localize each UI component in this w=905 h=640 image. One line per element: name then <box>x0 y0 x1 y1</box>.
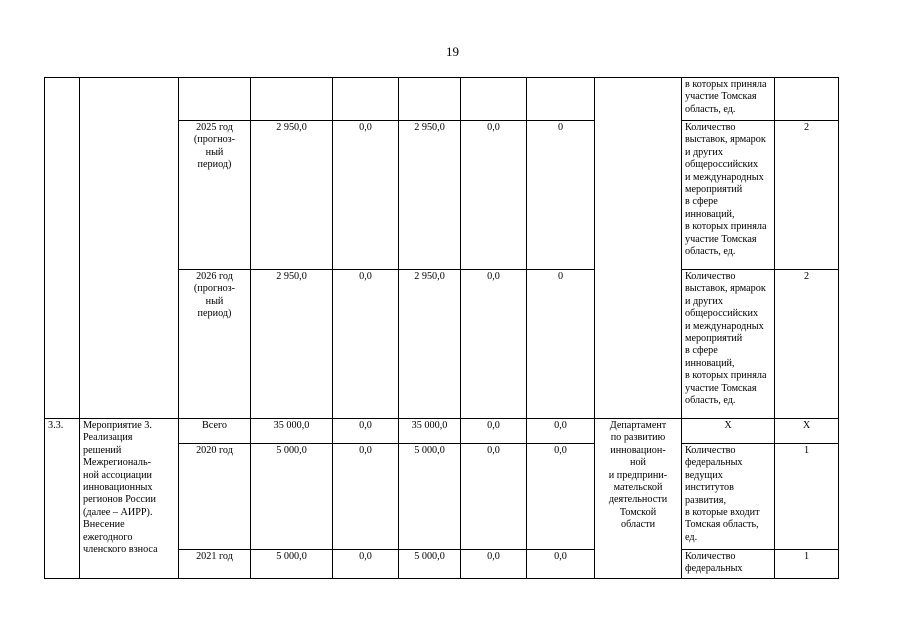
cell-indicator: Количество федеральных ведущих институтов развития, в которые входит Томская область, ед. <box>682 444 775 550</box>
cell-indicator-value: Х <box>775 419 839 444</box>
cell-extra: 0 <box>527 121 595 270</box>
program-table <box>44 77 839 579</box>
cell-period: Всего <box>179 419 251 444</box>
cell-indicator-value: 2 <box>775 121 839 270</box>
cell-regional: 35 000,0 <box>399 419 461 444</box>
cell-measure-name <box>80 78 179 419</box>
cell-period: 2026 год (прогноз- ный период) <box>179 270 251 419</box>
cell-indicator: Количество федеральных <box>682 550 775 579</box>
cell-local: 0,0 <box>461 419 527 444</box>
cell-measure-name: Мероприятие 3. Реализация решений Межрегиональ- ной ассоциации инновационных регионов России (далее – АИРР). Внесение ежегодного членского взноса <box>80 419 179 579</box>
cell-number <box>45 78 80 419</box>
cell-financing-total: 2 950,0 <box>251 121 333 270</box>
cell-indicator: в которых приняла участие Томская область, ед. <box>682 78 775 121</box>
cell-indicator-value <box>775 78 839 121</box>
cell-indicator-value: 2 <box>775 270 839 419</box>
cell-local: 0,0 <box>461 444 527 550</box>
cell-extra: 0,0 <box>527 419 595 444</box>
page-number: 19 <box>446 44 459 59</box>
cell-regional <box>399 78 461 121</box>
cell-federal: 0,0 <box>333 444 399 550</box>
cell-regional: 5 000,0 <box>399 444 461 550</box>
cell-regional: 2 950,0 <box>399 121 461 270</box>
cell-extra <box>527 78 595 121</box>
cell-period <box>179 78 251 121</box>
table-row <box>45 78 839 121</box>
cell-local: 0,0 <box>461 270 527 419</box>
cell-indicator-value: 1 <box>775 444 839 550</box>
cell-indicator: Количество выставок, ярмарок и других общероссийских и международных мероприятий в сфере инноваций, в которых приняла участие Томская область, ед. <box>682 121 775 270</box>
cell-number: 3.3. <box>45 419 80 579</box>
cell-federal: 0,0 <box>333 419 399 444</box>
cell-indicator: Х <box>682 419 775 444</box>
cell-period: 2025 год (прогноз- ный период) <box>179 121 251 270</box>
cell-financing-total <box>251 78 333 121</box>
cell-federal: 0,0 <box>333 121 399 270</box>
cell-federal: 0,0 <box>333 270 399 419</box>
cell-local: 0,0 <box>461 121 527 270</box>
cell-period: 2020 год <box>179 444 251 550</box>
cell-indicator: Количество выставок, ярмарок и других общероссийских и международных мероприятий в сфере инноваций, в которых приняла участие Томская область, ед. <box>682 270 775 419</box>
cell-period: 2021 год <box>179 550 251 579</box>
cell-regional: 5 000,0 <box>399 550 461 579</box>
cell-extra: 0,0 <box>527 550 595 579</box>
cell-federal: 0,0 <box>333 550 399 579</box>
cell-local <box>461 78 527 121</box>
cell-financing-total: 2 950,0 <box>251 270 333 419</box>
cell-financing-total: 5 000,0 <box>251 444 333 550</box>
cell-financing-total: 35 000,0 <box>251 419 333 444</box>
cell-local: 0,0 <box>461 550 527 579</box>
cell-extra: 0,0 <box>527 444 595 550</box>
cell-extra: 0 <box>527 270 595 419</box>
cell-executor: Департамент по развитию инновацион- ной и предприни- мательской деятельности Томской области <box>595 419 682 579</box>
cell-indicator-value: 1 <box>775 550 839 579</box>
cell-financing-total: 5 000,0 <box>251 550 333 579</box>
cell-regional: 2 950,0 <box>399 270 461 419</box>
table-row <box>45 419 839 444</box>
cell-executor <box>595 78 682 419</box>
cell-federal <box>333 78 399 121</box>
